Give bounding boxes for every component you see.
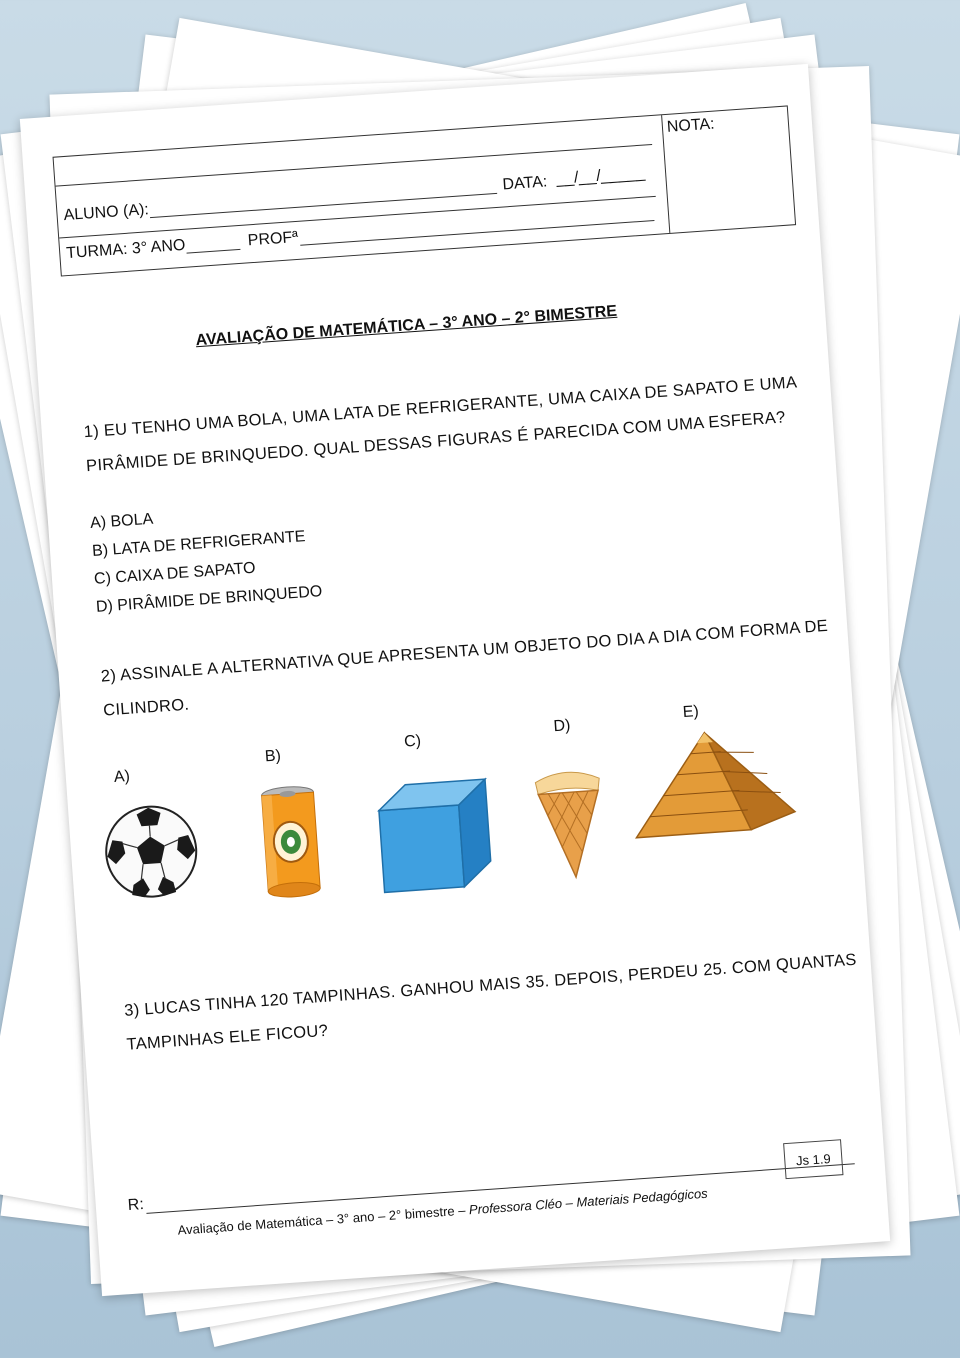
option-d[interactable]: D) PIRÂMIDE DE BRINQUEDO (95, 583, 323, 616)
aluno-field[interactable] (150, 193, 497, 218)
data-label: DATA: (501, 173, 548, 194)
prof-field[interactable] (300, 220, 654, 246)
ice-cream-cone-icon[interactable] (526, 760, 614, 885)
image-option-d-letter: D) (552, 717, 571, 736)
worksheet-page (20, 64, 890, 1296)
footer-italic: Professora Cléo – Materiais Pedagógicos (468, 1185, 709, 1218)
image-option-a-letter: A) (113, 767, 131, 787)
nota-box (661, 106, 795, 233)
soccer-ball-icon[interactable] (98, 798, 205, 905)
option-c[interactable]: C) CAIXA DE SAPATO (93, 559, 257, 588)
image-option-e-letter: E) (682, 703, 700, 722)
data-field[interactable]: __/__/_____ (555, 164, 646, 188)
turma-field[interactable] (187, 249, 241, 254)
image-option-c-letter: C) (403, 732, 422, 751)
turma-label: TURMA: 3° ANO (65, 236, 186, 263)
version-badge (783, 1139, 843, 1179)
question-3-text: 3) LUCAS TINHA 120 TAMPINHAS. GANHOU MAIS 35. DEPOIS, PERDEU 25. COM QUANTAS TAMPINHAS ELE FICOU? (123, 950, 858, 1054)
option-b[interactable]: B) LATA DE REFRIGERANTE (91, 528, 306, 560)
footer-text (177, 1186, 708, 1238)
version-badge-text: Js 1.9 (795, 1150, 832, 1168)
question-2-text: 2) ASSINALE A ALTERNATIVA QUE APRESENTA UM OBJETO DO DIA A DIA COM FORMA DE CILINDRO. (100, 616, 829, 720)
footer-plain: Avaliação de Matemática – 3° ano – 2° bimestre – (177, 1202, 470, 1238)
soda-can-icon[interactable] (247, 779, 335, 904)
prof-label: PROFª (247, 228, 299, 250)
cube-icon[interactable] (367, 772, 515, 901)
page-title: AVALIAÇÃO DE MATEMÁTICA – 3° ANO – 2° BIMESTRE (195, 302, 618, 350)
image-option-b-letter: B) (264, 747, 282, 766)
aluno-label: ALUNO (A): (63, 201, 150, 225)
pyramid-icon[interactable] (624, 721, 802, 848)
question-1-options (89, 494, 323, 622)
nota-label: NOTA: (666, 115, 716, 136)
header-box (53, 105, 797, 276)
question-2-image-options (94, 704, 846, 955)
question-1-text: 1) EU TENHO UMA BOLA, UMA LATA DE REFRIGERANTE, UMA CAIXA DE SAPATO E UMA PIRÂMIDE DE BRINQUEDO. QUAL DESSAS FIGURAS É PARECIDA COM UMA ESFERA? (83, 373, 797, 476)
option-a[interactable]: A) BOLA (89, 510, 154, 533)
answer-label: R: (127, 1196, 145, 1215)
